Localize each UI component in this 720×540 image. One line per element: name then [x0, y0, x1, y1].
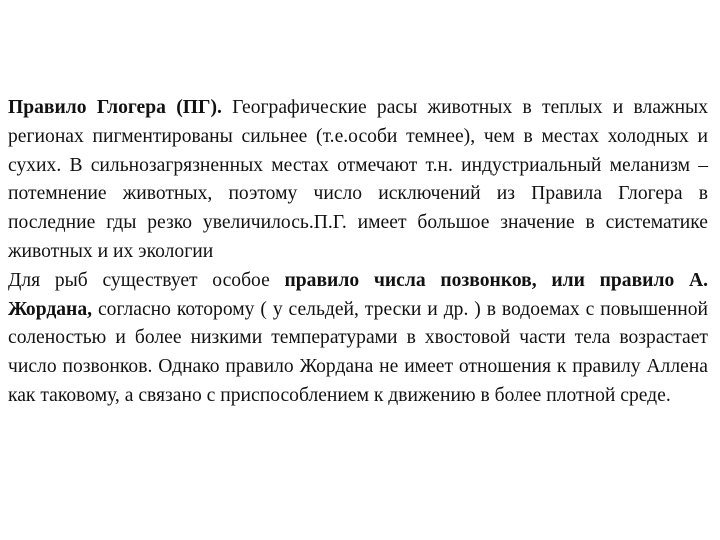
jordan-rule-text: согласно которому ( у сельдей, трески и др. ) в водоемах с повышенной соленостью и более низкими температурами в хвостовой части тела возрастает число позвонков. Однако правило Жордана не имеет отношения к правилу Аллена как таковому, а связано с приспособлением к движению в более плотной среде. [8, 298, 708, 406]
paragraph-jordan-rule [8, 267, 708, 411]
jordan-rule-term: правило числа позвонков, или правило А. Жордана, [8, 269, 708, 320]
gloger-rule-text: Географические расы животных в теплых и влажных регионах пигментированы сильнее (т.е.особи темнее), чем в местах холодных и сухих. В сильнозагрязненных местах отмечают т.н. индустриальный меланизм – потемнение животных, поэтому число исключений из Правила Глогера в последние гды резко увеличилось.П.Г. имеет большое значение в систематике животных и их экологии [8, 97, 709, 262]
text-block [8, 94, 708, 411]
paragraph-gloger-rule [8, 94, 708, 267]
jordan-rule-lead: Для рыб существует особое [8, 269, 285, 291]
gloger-rule-term: Правило Глогера (ПГ). [8, 97, 222, 118]
